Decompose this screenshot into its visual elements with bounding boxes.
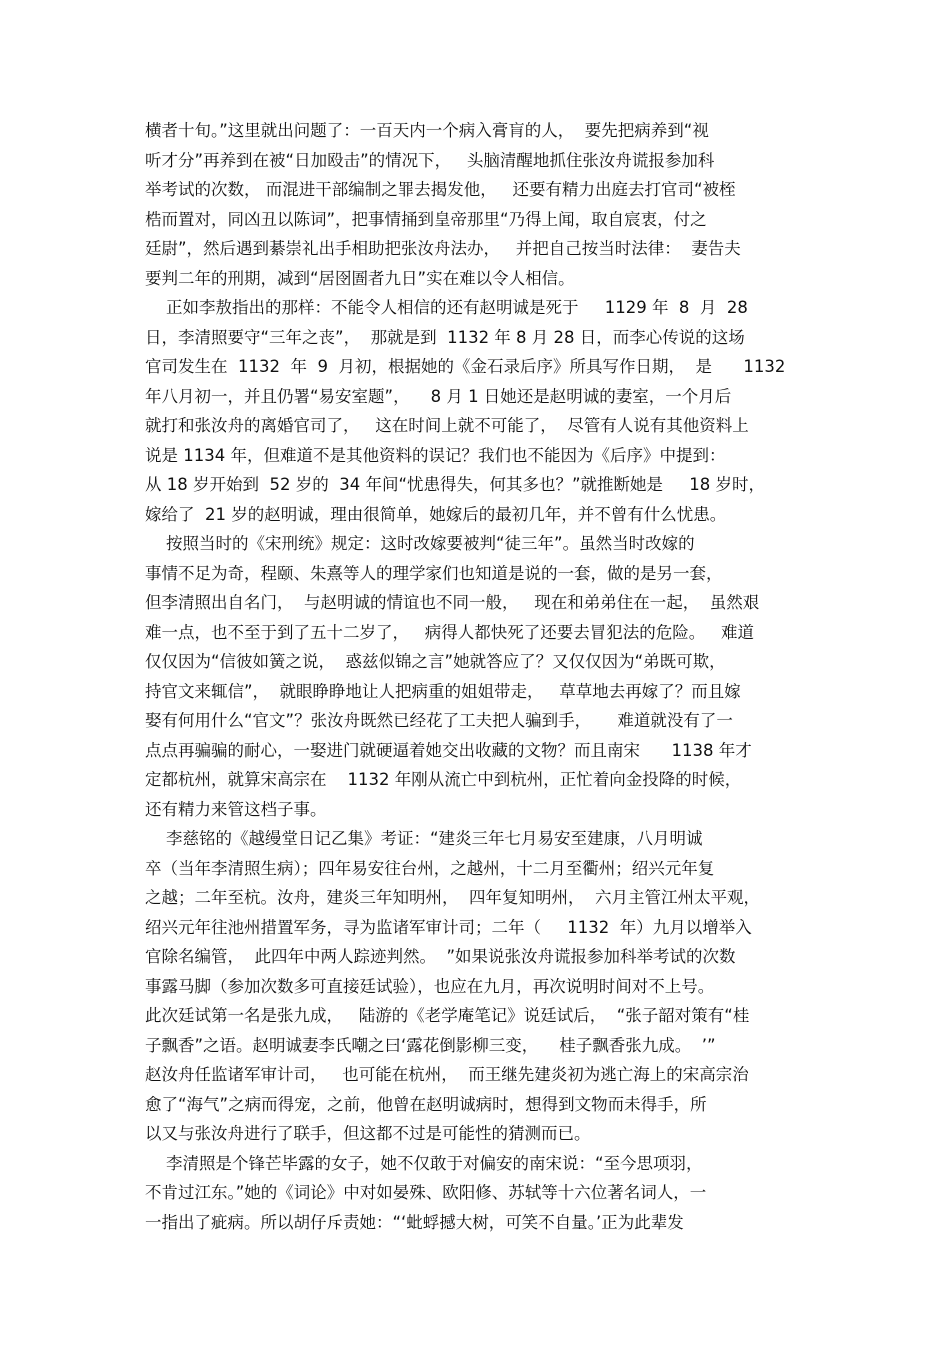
- text-line-20: 持官文来辄信”， 就眼睁睁地让人把病重的姐姐带走， 草草地去再嫁了？而且嫁: [145, 681, 741, 701]
- text-line-32: 子飘香”之语。赵明诚妻李氏嘲之曰‘露花倒影柳三变， 桂子飘香张九成。 ’”: [145, 1035, 716, 1055]
- text-line-30: 事露马脚（参加次数多可直接廷试验），也应在九月，再次说明时间对不上号。: [145, 976, 715, 996]
- text-line-16: 事情不足为奇，程颐、朱熹等人的理学家们也知道是说的一套，做的是另一套，: [145, 563, 723, 583]
- text-line-21: 娶有何用什么“官文”？张汝舟既然已经花了工夫把人骗到手， 难道就没有了一: [145, 711, 733, 730]
- text-line-6: 要判二年的刑期，减到“居囹圄者九日”实在难以令人相信。: [145, 268, 575, 288]
- text-line-8: 日，李清照要守“三年之丧”， 那就是到 1132 年 8 月 28 日，而李心传说的这场: [145, 327, 745, 347]
- text-line-37: 不肯过江东。”她的《词论》中对如晏殊、欧阳修、苏轼等十六位著名词人，一: [145, 1183, 707, 1202]
- text-line-13: 从 18 岁开始到 52 岁的 34 年间“忧患得失，何其多也？”就推断她是 18 岁时，: [145, 475, 766, 494]
- text-line-24: 还有精力来管这档子事。: [145, 799, 327, 819]
- text-line-9: 官司发生在 1132 年 9 月初，根据她的《金石录后序》所具写作日期， 是 1132: [145, 357, 786, 376]
- text-line-14: 嫁给了 21 岁的赵明诚，理由很简单，她嫁后的最初几年，并不曾有什么忧患。: [145, 504, 727, 524]
- text-line-4: 梏而置对，同凶丑以陈词”，把事情捅到皇帝那里“乃得上闻，取自宸衷，付之: [145, 209, 707, 229]
- text-line-31: 此次廷试第一名是张九成， 陆游的《老学庵笔记》说廷试后， “张子韶对策有“桂: [145, 1006, 750, 1025]
- text-line-7: 正如李敖指出的那样：不能令人相信的还有赵明诚是死于 1129 年 8 月 28: [145, 298, 748, 317]
- text-line-11: 就打和张汝舟的离婚官司了， 这在时间上就不可能了， 尽管有人说有其他资料上: [145, 416, 749, 435]
- text-line-15: 按照当时的《宋刑统》规定：这时改嫁要被判“徒三年”。虽然当时改嫁的: [145, 534, 695, 553]
- text-line-26: 卒（当年李清照生病）；四年易安往台州，之越州，十二月至衢州；绍兴元年复: [145, 858, 715, 878]
- text-line-25: 李慈铭的《越缦堂日记乙集》考证：“建炎三年七月易安至建康，八月明诚: [145, 829, 703, 848]
- text-line-1: 横者十旬。”这里就出问题了：一百天内一个病入膏肓的人， 要先把病养到“视: [145, 121, 709, 140]
- text-line-29: 官除名编管， 此四年中两人踪迹判然。 ”如果说张汝舟谎报参加科举考试的次数: [145, 947, 736, 966]
- text-line-2: 听才分”再养到在被“日加殴击”的情况下， 头脑清醒地抓住张汝舟谎报参加科: [145, 150, 715, 170]
- text-line-28: 绍兴元年往池州措置军务，寻为监诸军审计司；二年（ 1132 年）九月以增举入: [145, 917, 752, 937]
- text-line-38: 一指出了疵病。所以胡仔斥责她：“‘蚍蜉撼大树，可笑不自量。’正为此辈发: [145, 1212, 684, 1232]
- text-line-12: 说是 1134 年，但难道不是其他资料的误记？我们也不能因为《后序》中提到：: [145, 445, 726, 465]
- text-line-5: 廷尉”，然后遇到綦崇礼出手相助把张汝舟法办， 并把自己按当时法律： 妻告夫: [145, 239, 741, 258]
- text-line-33: 赵汝舟任监诸军审计司， 也可能在杭州， 而王继先建炎初为逃亡海上的宋高宗治: [145, 1065, 749, 1084]
- text-line-18: 难一点，也不至于到了五十二岁了， 病得人都快死了还要去冒犯法的危险。 难道: [145, 622, 754, 642]
- text-line-22: 点点再骗骗的耐心，一娶进门就硬逼着她交出收藏的文物？而且南宋 1138 年才: [145, 740, 752, 760]
- body-text: [145, 116, 810, 1237]
- text-line-35: 以又与张汝舟进行了联手，但这都不过是可能性的猜测而已。: [145, 1124, 591, 1143]
- text-line-3: 举考试的次数， 而混进干部编制之罪去揭发他， 还要有精力出庭去打官司“被桎: [145, 180, 736, 199]
- text-line-17: 但李清照出自名门， 与赵明诚的情谊也不同一般， 现在和弟弟住在一起， 虽然艰: [145, 593, 760, 612]
- text-line-10: 年八月初一，并且仍署“易安室题”， 8 月 1 日她还是赵明诚的妻室，一个月后: [145, 386, 732, 406]
- text-line-27: 之越；二年至杭。汝舟，建炎三年知明州， 四年复知明州， 六月主管江州太平观，: [145, 888, 760, 907]
- text-line-34: 愈了“海气”之病而得宠，之前，他曾在赵明诚病时，想得到文物而未得手，所: [145, 1094, 707, 1114]
- text-line-36: 李清照是个锋芒毕露的女子，她不仅敢于对偏安的南宋说：“至今思项羽，: [145, 1153, 703, 1173]
- text-line-19: 仅仅因为“信彼如簧之说， 惑兹似锦之言”她就答应了？又仅仅因为“弟既可欺，: [145, 652, 726, 671]
- text-line-23: 定都杭州，就算宋高宗在 1132 年刚从流亡中到杭州，正忙着向金投降的时候，: [145, 770, 742, 789]
